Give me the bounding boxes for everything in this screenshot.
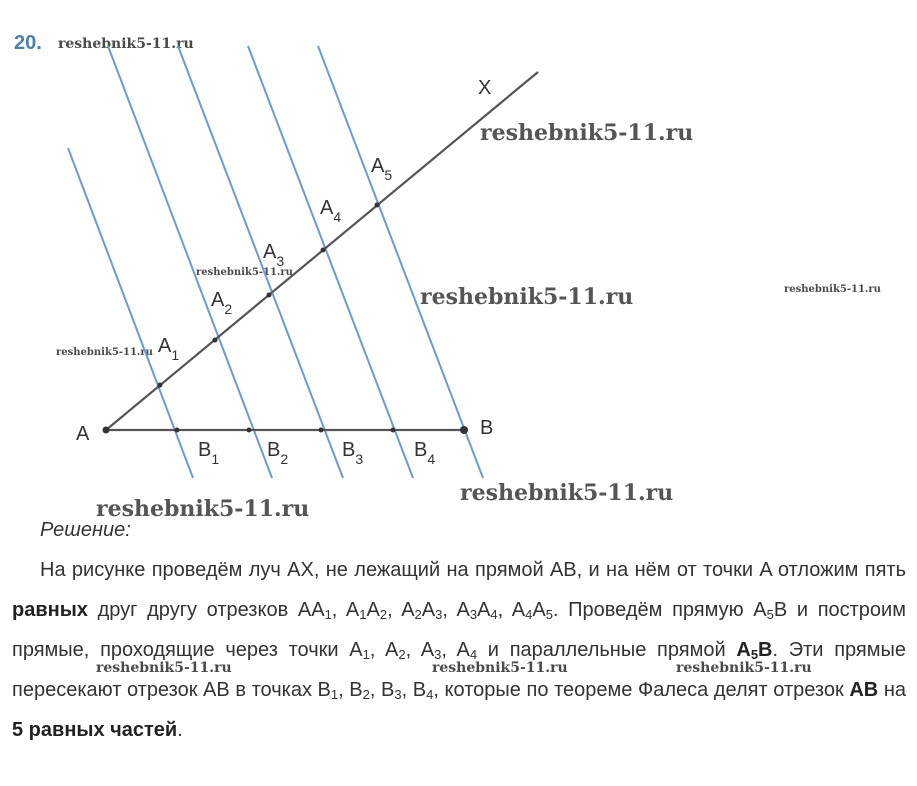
parallel-line-2 <box>108 46 272 478</box>
label-A2: $A_2$ <box>211 289 233 317</box>
watermark: reshebnik5-11.ru <box>196 267 293 278</box>
label-A: A <box>76 423 90 445</box>
label-B1: $B_1$ <box>198 439 220 467</box>
point-A3 <box>267 293 272 298</box>
watermark: reshebnik5-11.ru <box>96 660 232 676</box>
label-B2: $B_2$ <box>267 439 289 467</box>
label-X: X <box>478 77 492 99</box>
label-A5: $A_5$ <box>371 155 393 183</box>
point-A5 <box>375 203 380 208</box>
label-B4: $B_4$ <box>414 439 436 467</box>
label-B: B <box>480 417 494 439</box>
point-A <box>103 427 110 434</box>
watermark: reshebnik5-11.ru <box>676 660 812 676</box>
label-A4: $A_4$ <box>320 197 342 225</box>
point-A4 <box>321 248 326 253</box>
watermark: reshebnik5-11.ru <box>460 480 674 506</box>
parallel-line-3 <box>178 46 343 478</box>
watermark: reshebnik5-11.ru <box>58 36 194 52</box>
line-A5B <box>318 46 483 478</box>
problem-number: 20. <box>14 32 42 54</box>
watermark: reshebnik5-11.ru <box>784 284 881 295</box>
label-B3: $B_3$ <box>342 439 364 467</box>
watermark: reshebnik5-11.ru <box>96 496 310 522</box>
point-B2 <box>247 428 252 433</box>
label-A1: $A_1$ <box>158 335 180 363</box>
watermark: reshebnik5-11.ru <box>56 347 153 358</box>
point-B4 <box>391 428 396 433</box>
watermark: reshebnik5-11.ru <box>432 660 568 676</box>
point-B <box>460 426 468 434</box>
solution-paragraph: На рисунке проведём луч AX, не лежащий на прямой AB, и на нём от точки A отложим пять равных друг другу отрезков $AA_1$, $A_1A_2$, $A_2A_3$, $A_3A_4$, $A_4A_5$. Проведём прямую $A_5B$ и построим прямые, проходящие через точки $A_1$, $A_2$, $A_3$, $A_4$ и параллельные прямой $A_5B$. Эти прямые пересекают отрезок AB в точках $B_1$, $B_2$, $B_3$, $B_4$, которые по теореме Фалеса делят отрезок AB на 5 равных частей. <box>12 559 907 741</box>
watermark: reshebnik5-11.ru <box>480 120 694 146</box>
watermark: reshebnik5-11.ru <box>420 284 634 310</box>
point-B3 <box>319 428 324 433</box>
point-A2 <box>213 338 218 343</box>
solution-heading: Решение: <box>40 519 131 541</box>
point-B1 <box>175 428 180 433</box>
point-A1 <box>158 383 163 388</box>
label-A3: $A_3$ <box>263 241 285 269</box>
